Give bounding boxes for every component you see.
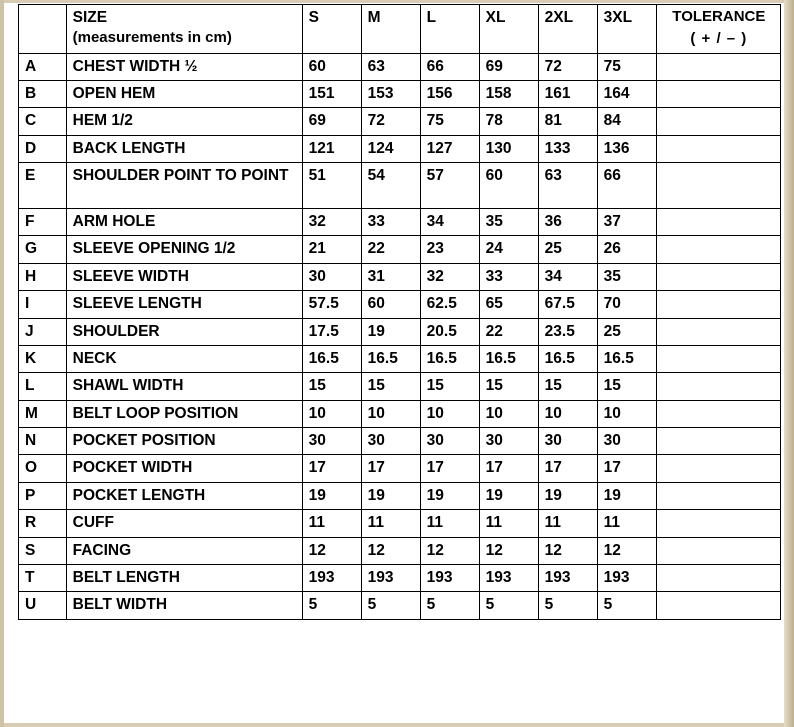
row-value-3xl: 35 (597, 263, 656, 290)
page-edge-right (784, 0, 794, 727)
row-code: A (19, 53, 67, 80)
row-measurement-name: CUFF (66, 510, 302, 537)
table-row (19, 163, 781, 209)
row-measurement-name: POCKET WIDTH (66, 455, 302, 482)
row-value-m: 11 (361, 510, 420, 537)
row-value-2xl: 30 (538, 428, 597, 455)
row-value-l: 5 (420, 592, 479, 619)
header-size-m: M (361, 5, 420, 54)
row-value-m: 193 (361, 564, 420, 591)
row-value-m: 31 (361, 263, 420, 290)
row-value-l: 19 (420, 482, 479, 509)
row-code: L (19, 373, 67, 400)
row-value-m: 16.5 (361, 345, 420, 372)
row-value-s: 69 (302, 108, 361, 135)
table-row (19, 318, 781, 345)
row-value-l: 11 (420, 510, 479, 537)
row-value-m: 54 (361, 163, 420, 209)
row-measurement-name: POCKET LENGTH (66, 482, 302, 509)
row-value-l: 30 (420, 428, 479, 455)
row-code: S (19, 537, 67, 564)
row-value-m: 72 (361, 108, 420, 135)
row-value-2xl: 193 (538, 564, 597, 591)
row-value-l: 15 (420, 373, 479, 400)
row-measurement-name: ARM HOLE (66, 209, 302, 236)
row-value-s: 17 (302, 455, 361, 482)
row-value-s: 15 (302, 373, 361, 400)
row-value-3xl: 5 (597, 592, 656, 619)
row-measurement-name: SHOULDER (66, 318, 302, 345)
header-row (19, 5, 781, 54)
header-tolerance-sub: ( + / – ) (690, 29, 748, 47)
row-value-xl: 5 (479, 592, 538, 619)
row-value-s: 16.5 (302, 345, 361, 372)
row-code: K (19, 345, 67, 372)
row-value-xl: 33 (479, 263, 538, 290)
row-tolerance (656, 373, 780, 400)
table-row (19, 537, 781, 564)
row-measurement-name: OPEN HEM (66, 80, 302, 107)
row-tolerance (656, 80, 780, 107)
row-code: F (19, 209, 67, 236)
row-value-m: 124 (361, 135, 420, 162)
row-tolerance (656, 564, 780, 591)
row-value-xl: 30 (479, 428, 538, 455)
row-value-xl: 24 (479, 236, 538, 263)
header-size-xl: XL (479, 5, 538, 54)
table-row (19, 345, 781, 372)
table-row (19, 455, 781, 482)
row-value-3xl: 30 (597, 428, 656, 455)
row-value-m: 17 (361, 455, 420, 482)
row-value-l: 16.5 (420, 345, 479, 372)
row-value-m: 12 (361, 537, 420, 564)
row-measurement-name: SLEEVE OPENING 1/2 (66, 236, 302, 263)
row-value-l: 12 (420, 537, 479, 564)
row-value-2xl: 36 (538, 209, 597, 236)
row-value-m: 22 (361, 236, 420, 263)
row-value-l: 34 (420, 209, 479, 236)
row-value-2xl: 34 (538, 263, 597, 290)
row-tolerance (656, 318, 780, 345)
row-value-3xl: 84 (597, 108, 656, 135)
row-measurement-name: BELT LOOP POSITION (66, 400, 302, 427)
row-value-xl: 11 (479, 510, 538, 537)
header-size-2xl: 2XL (538, 5, 597, 54)
row-measurement-name: BACK LENGTH (66, 135, 302, 162)
row-value-2xl: 11 (538, 510, 597, 537)
row-value-2xl: 5 (538, 592, 597, 619)
header-tolerance-title: TOLERANCE (672, 8, 766, 25)
table-row (19, 135, 781, 162)
row-code: G (19, 236, 67, 263)
row-value-l: 23 (420, 236, 479, 263)
row-value-3xl: 70 (597, 291, 656, 318)
header-size-s: S (302, 5, 361, 54)
header-measure-title: SIZE (72, 9, 108, 26)
row-measurement-name: POCKET POSITION (66, 428, 302, 455)
header-measure-sub: (measurements in cm) (72, 29, 232, 47)
row-value-2xl: 72 (538, 53, 597, 80)
row-value-2xl: 16.5 (538, 345, 597, 372)
row-value-s: 12 (302, 537, 361, 564)
table-row (19, 291, 781, 318)
row-value-l: 62.5 (420, 291, 479, 318)
row-value-l: 32 (420, 263, 479, 290)
row-value-m: 153 (361, 80, 420, 107)
row-measurement-name: CHEST WIDTH ½ (66, 53, 302, 80)
table-row (19, 53, 781, 80)
row-value-m: 30 (361, 428, 420, 455)
table-row (19, 428, 781, 455)
row-value-s: 57.5 (302, 291, 361, 318)
row-value-3xl: 11 (597, 510, 656, 537)
row-code: I (19, 291, 67, 318)
row-tolerance (656, 209, 780, 236)
row-value-m: 19 (361, 318, 420, 345)
row-value-3xl: 136 (597, 135, 656, 162)
table-body (19, 53, 781, 619)
row-value-xl: 193 (479, 564, 538, 591)
table-row (19, 482, 781, 509)
row-measurement-name: SHOULDER POINT TO POINT (66, 163, 302, 209)
row-code: E (19, 163, 67, 209)
table-row (19, 592, 781, 619)
row-tolerance (656, 135, 780, 162)
page-edge-top (0, 0, 794, 3)
row-code: N (19, 428, 67, 455)
row-value-l: 66 (420, 53, 479, 80)
table-row (19, 510, 781, 537)
row-code: M (19, 400, 67, 427)
row-tolerance (656, 592, 780, 619)
row-value-xl: 22 (479, 318, 538, 345)
row-code: U (19, 592, 67, 619)
row-measurement-name: SLEEVE LENGTH (66, 291, 302, 318)
row-measurement-name: HEM 1/2 (66, 108, 302, 135)
row-value-3xl: 164 (597, 80, 656, 107)
table-row (19, 263, 781, 290)
row-value-s: 51 (302, 163, 361, 209)
row-value-xl: 17 (479, 455, 538, 482)
header-size-3xl: 3XL (597, 5, 656, 54)
row-value-2xl: 23.5 (538, 318, 597, 345)
row-value-m: 5 (361, 592, 420, 619)
row-tolerance (656, 510, 780, 537)
row-value-3xl: 37 (597, 209, 656, 236)
page-edge-left (0, 0, 4, 727)
row-value-m: 19 (361, 482, 420, 509)
row-value-2xl: 81 (538, 108, 597, 135)
row-value-l: 127 (420, 135, 479, 162)
row-code: H (19, 263, 67, 290)
header-tolerance-cell (656, 5, 780, 54)
row-value-2xl: 25 (538, 236, 597, 263)
row-code: P (19, 482, 67, 509)
row-value-3xl: 66 (597, 163, 656, 209)
row-value-l: 57 (420, 163, 479, 209)
row-value-3xl: 19 (597, 482, 656, 509)
row-value-l: 17 (420, 455, 479, 482)
row-value-3xl: 15 (597, 373, 656, 400)
table-row (19, 564, 781, 591)
row-value-xl: 60 (479, 163, 538, 209)
row-value-3xl: 193 (597, 564, 656, 591)
table-row (19, 80, 781, 107)
row-value-2xl: 63 (538, 163, 597, 209)
row-value-l: 20.5 (420, 318, 479, 345)
header-measure-cell (66, 5, 302, 54)
row-value-xl: 130 (479, 135, 538, 162)
row-value-xl: 158 (479, 80, 538, 107)
row-measurement-name: BELT LENGTH (66, 564, 302, 591)
row-value-s: 19 (302, 482, 361, 509)
row-value-s: 32 (302, 209, 361, 236)
row-value-l: 10 (420, 400, 479, 427)
row-tolerance (656, 291, 780, 318)
row-measurement-name: NECK (66, 345, 302, 372)
row-value-m: 33 (361, 209, 420, 236)
row-value-s: 11 (302, 510, 361, 537)
row-value-xl: 35 (479, 209, 538, 236)
row-value-xl: 15 (479, 373, 538, 400)
row-tolerance (656, 236, 780, 263)
row-value-l: 193 (420, 564, 479, 591)
table-header (19, 5, 781, 54)
row-value-3xl: 12 (597, 537, 656, 564)
row-measurement-name: BELT WIDTH (66, 592, 302, 619)
row-tolerance (656, 537, 780, 564)
row-value-2xl: 12 (538, 537, 597, 564)
row-value-3xl: 10 (597, 400, 656, 427)
row-value-3xl: 75 (597, 53, 656, 80)
size-chart-table (18, 4, 781, 620)
header-size-l: L (420, 5, 479, 54)
row-value-2xl: 15 (538, 373, 597, 400)
row-code: J (19, 318, 67, 345)
page-edge-bottom (0, 723, 794, 727)
row-value-s: 121 (302, 135, 361, 162)
row-value-2xl: 67.5 (538, 291, 597, 318)
row-code: C (19, 108, 67, 135)
row-value-s: 21 (302, 236, 361, 263)
table-row (19, 400, 781, 427)
row-tolerance (656, 108, 780, 135)
row-tolerance (656, 400, 780, 427)
row-value-3xl: 17 (597, 455, 656, 482)
row-value-xl: 19 (479, 482, 538, 509)
table-row (19, 373, 781, 400)
row-value-s: 10 (302, 400, 361, 427)
row-value-s: 193 (302, 564, 361, 591)
row-tolerance (656, 345, 780, 372)
row-code: D (19, 135, 67, 162)
row-code: T (19, 564, 67, 591)
row-value-xl: 16.5 (479, 345, 538, 372)
row-value-s: 30 (302, 428, 361, 455)
row-tolerance (656, 53, 780, 80)
row-tolerance (656, 263, 780, 290)
row-value-2xl: 10 (538, 400, 597, 427)
row-value-l: 75 (420, 108, 479, 135)
table-row (19, 108, 781, 135)
row-code: R (19, 510, 67, 537)
row-value-l: 156 (420, 80, 479, 107)
row-value-xl: 69 (479, 53, 538, 80)
row-tolerance (656, 482, 780, 509)
row-value-m: 60 (361, 291, 420, 318)
row-value-2xl: 133 (538, 135, 597, 162)
row-value-2xl: 17 (538, 455, 597, 482)
row-value-s: 60 (302, 53, 361, 80)
row-code: O (19, 455, 67, 482)
row-tolerance (656, 455, 780, 482)
row-value-s: 5 (302, 592, 361, 619)
row-measurement-name: SLEEVE WIDTH (66, 263, 302, 290)
row-measurement-name: SHAWL WIDTH (66, 373, 302, 400)
row-value-xl: 65 (479, 291, 538, 318)
header-code-cell (19, 5, 67, 54)
row-value-2xl: 19 (538, 482, 597, 509)
row-value-xl: 10 (479, 400, 538, 427)
row-value-xl: 78 (479, 108, 538, 135)
table-row (19, 209, 781, 236)
row-code: B (19, 80, 67, 107)
row-value-s: 30 (302, 263, 361, 290)
row-tolerance (656, 428, 780, 455)
row-value-s: 151 (302, 80, 361, 107)
row-value-m: 10 (361, 400, 420, 427)
row-value-xl: 12 (479, 537, 538, 564)
row-tolerance (656, 163, 780, 209)
row-value-3xl: 25 (597, 318, 656, 345)
row-value-m: 63 (361, 53, 420, 80)
row-value-2xl: 161 (538, 80, 597, 107)
row-measurement-name: FACING (66, 537, 302, 564)
row-value-3xl: 16.5 (597, 345, 656, 372)
row-value-s: 17.5 (302, 318, 361, 345)
table-row (19, 236, 781, 263)
row-value-m: 15 (361, 373, 420, 400)
row-value-3xl: 26 (597, 236, 656, 263)
